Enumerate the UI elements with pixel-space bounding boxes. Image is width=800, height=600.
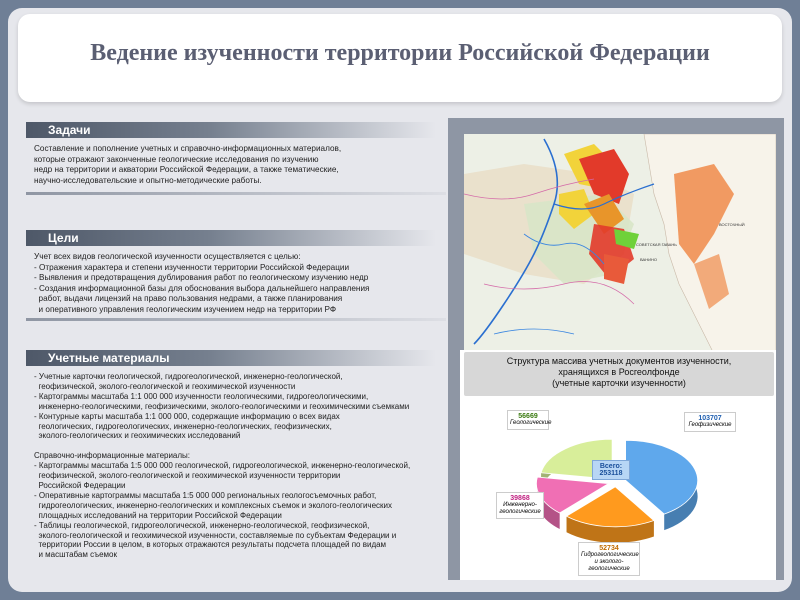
materials-line: эколого-геологических и геохимических исследований [34,431,241,441]
title-bar [18,14,782,102]
tasks-line: Составление и пополнение учетных и справочно-информационных материалов, [34,144,342,153]
section-header-materials [26,350,436,366]
tasks-text [34,144,341,186]
map-image [464,134,776,354]
materials-line: эколого-геологической и геохимической изученности, составляемые по субъектам Федерации и [34,530,397,540]
materials-line: территории России в целом, в которых отражаются результаты подсчета площадей по видам [34,540,387,550]
materials-line: - Таблицы геологической, гидрогеологической, инженерно-геологической, геофизической, [34,520,370,530]
materials-line: инженерно-геологическими, геофизическими, эколого-геологическими и геохимическими съемками [34,401,410,411]
geology-map [464,134,776,354]
materials-line: - Оперативные картограммы масштаба 1:5 000 000 региональных геологосъемочных работ, [34,490,377,500]
map-label: ВАНИНО [640,257,657,262]
tasks-line: научно-исследовательские и опытно-методические работы. [34,175,262,185]
total-badge: Всего: 253118 [592,460,630,480]
divider [26,192,446,195]
goals-line: работ, выдачи лицензий на право пользования недрами, а также планирования [34,294,343,303]
slice-label-geophysical: 103707 Геофизические [684,412,736,432]
slice-label-hydro: 52734 Гидрогеологические и эколого-геологические [578,542,640,576]
materials-line [34,441,410,451]
section-header-label: Учетные материалы [48,351,170,365]
tasks-line: недр на территории и акватории Российской Федерации, а также тематические, [34,165,339,174]
slice-label-engineering: 39868 Инженерно-геологические [496,492,544,519]
materials-line: площадных исследований на территории Российской Федерации [34,510,282,520]
section-header-tasks [26,122,436,138]
materials-line: гидрогеологических, инженерно-геологических и комплексных съемок и эколого-геологических [34,500,393,510]
chart-title-line: (учетные карточки изученности) [552,378,686,388]
goals-line: - Выявления и предотвращения дублирования работ по геологическому изучению недр [34,273,369,282]
goals-line: и оперативного управления геологическим изучением недр на территории РФ [34,304,337,314]
map-label: СОВЕТСКАЯ ГАВАНЬ [636,242,677,247]
materials-line: Справочно-информационные материалы: [34,451,191,461]
materials-line: - Контурные карты масштаба 1:1 000 000, содержащие информацию о всех видах [34,411,340,421]
materials-line: геологических, гидрогеологических, инженерно-геологических, геофизических, [34,421,332,431]
materials-line: Российской Федерации [34,480,126,490]
section-header-label: Задачи [48,123,91,137]
materials-text [34,372,410,560]
materials-line: геофизической, эколого-геологической и геохимической изученности территории [34,471,341,481]
materials-line: - Картограммы масштаба 1:5 000 000 геологической, гидрогеологической, инженерно-геологической, [34,461,411,471]
tasks-line: которые отражают законченные геологические исследования по изучению [34,154,319,164]
map-label: ВОСТОЧНЫЙ [719,222,745,227]
materials-line: - Учетные карточки геологической, гидрогеологической, инженерно-геологической, [34,372,343,381]
goals-line: - Создания информационной базы для обоснования выбора дальнейшего направления [34,283,370,293]
section-header-label: Цели [48,231,79,245]
section-header-goals [26,230,436,246]
page-title: Ведение изученности территории Российской Федерации [90,40,710,66]
goals-line: Учет всех видов геологической изученности осуществляется с целью: [34,252,301,261]
divider [26,318,446,321]
materials-line: - Картограммы масштаба 1:1 000 000 изученности геологическими, гидрогеологическими, [34,391,369,401]
chart-title-line: Структура массива учетных документов изученности, [506,356,732,366]
materials-line: геофизической, эколого-геологической и геохимической изученности [34,381,296,391]
chart-title [464,352,774,396]
materials-line: и масштабам съемок [34,550,117,560]
chart-title-line: хранящихся в Росгеолфонде [558,367,680,377]
slice-label-geological: 56669 Геологические [507,410,549,430]
goals-line: - Отражения характера и степени изученности территории Российской Федерации [34,262,350,272]
goals-text [34,252,369,315]
